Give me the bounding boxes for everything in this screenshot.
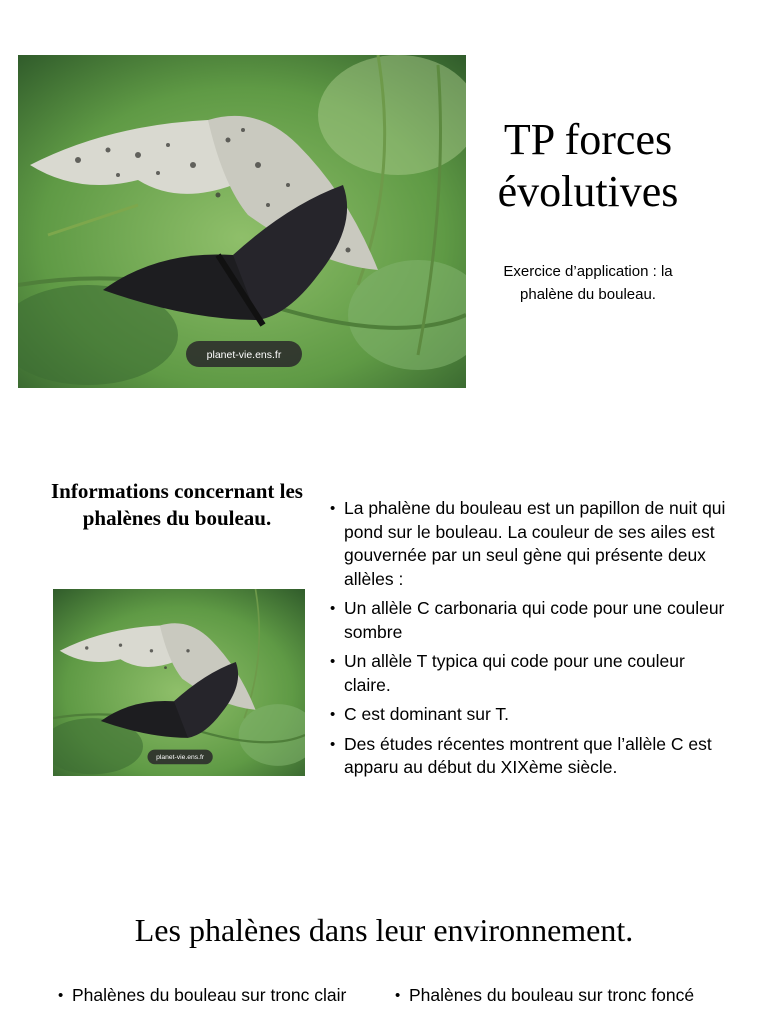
bullet-item: • C est dominant sur T. (330, 703, 730, 727)
environment-title: Les phalènes dans leur environnement. (134, 912, 634, 948)
left-column-bullets (58, 984, 358, 1008)
photo-watermark-small: planet-vie.ens.fr (156, 754, 205, 762)
bullet-item: • Un allèle T typica qui code pour une couleur claire. (330, 650, 730, 697)
bullet-item-light-trunk: • Phalènes du bouleau sur tronc clair (58, 984, 358, 1008)
slide-subtitle: Exercice d’application : la phalène du bouleau. (503, 263, 673, 303)
bullet-item: • Un allèle C carbonaria qui code pour une couleur sombre (330, 597, 730, 644)
bullet-item: • Des études récentes montrent que l’allèle C est apparu au début du XIXème siècle. (330, 733, 730, 780)
photo-watermark: planet-vie.ens.fr (206, 349, 282, 361)
moth-photo-large (18, 55, 466, 388)
bullet-item-dark-trunk: • Phalènes du bouleau sur tronc foncé (395, 984, 695, 1008)
info-bullet-list (330, 497, 730, 786)
slide-1 (0, 0, 768, 420)
slide-title: TP forces évolutives (497, 115, 679, 216)
bullet-item: • La phalène du bouleau est un papillon de nuit qui pond sur le bouleau. La couleur de ses ailes est gouvernée par un seul gène qui présente deux allèles : (330, 497, 730, 591)
moth-photo-small (53, 589, 305, 776)
right-column-bullets (395, 984, 695, 1008)
info-title: Informations concernant les phalènes du bouleau. (51, 479, 303, 530)
